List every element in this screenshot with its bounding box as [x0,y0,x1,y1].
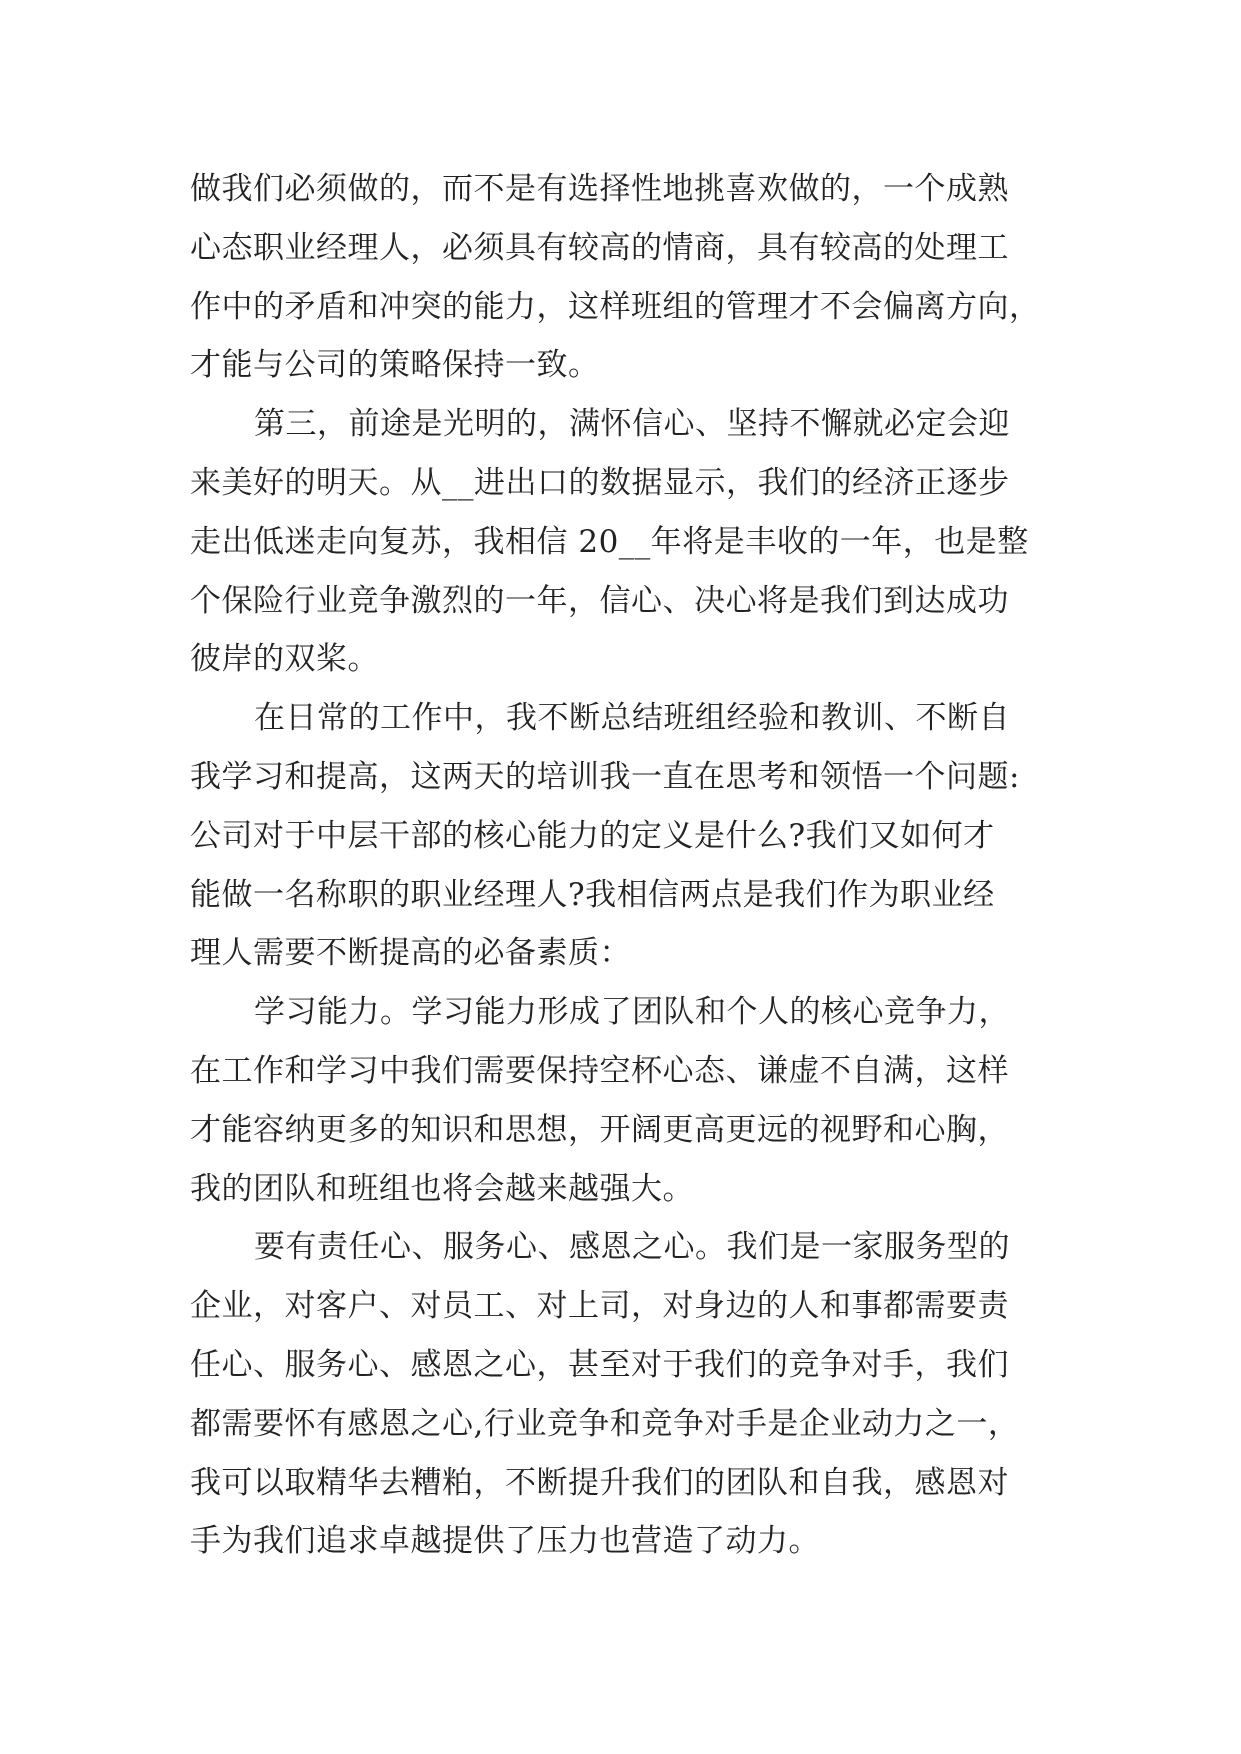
text-line: 个保险行业竞争激烈的一年，信心、决心将是我们到达成功 [190,582,1009,619]
text-line: 作中的矛盾和冲突的能力，这样班组的管理才不会偏离方向， [190,288,1041,325]
paragraph-first-line: 在日常的工作中，我不断总结班组经验和教训、不断自 [254,700,1010,737]
text-line: 理人需要不断提高的必备素质： [190,935,631,972]
text-line: 公司对于中层干部的核心能力的定义是什么?我们又如何才 [190,817,995,854]
text-line: 才能与公司的策略保持一致。 [190,347,600,384]
text-line: 彼岸的双桨。 [190,641,379,678]
text-line: 走出低迷走向复苏，我相信 20__年将是丰收的一年，也是整 [190,523,1029,560]
paragraph-first-line: 学习能力。学习能力形成了团队和个人的核心竞争力， [254,994,1010,1031]
text-line: 在工作和学习中我们需要保持空杯心态、谦虚不自满，这样 [190,1052,1009,1089]
text-line: 心态职业经理人，必须具有较高的情商，具有较高的处理工 [190,229,1009,266]
text-line: 我的团队和班组也将会越来越强大。 [190,1170,694,1207]
document-body [190,160,1090,1571]
text-line: 我可以取精华去糟粕，不断提升我们的团队和自我，感恩对 [190,1464,1009,1501]
text-line: 我学习和提高，这两天的培训我一直在思考和领悟一个问题: [190,758,1020,795]
paragraph-first-line: 第三，前途是光明的，满怀信心、坚持不懈就必定会迎 [254,406,1010,443]
text-line: 做我们必须做的，而不是有选择性地挑喜欢做的，一个成熟 [190,171,1009,207]
text-line: 企业，对客户、对员工、对上司，对身边的人和事都需要责 [190,1288,1009,1325]
text-line: 都需要怀有感恩之心,行业竞争和竞争对手是企业动力之一， [190,1405,1020,1442]
text-line: 任心、服务心、感恩之心，甚至对于我们的竞争对手，我们 [190,1346,1009,1383]
text-line: 才能容纳更多的知识和思想，开阔更高更远的视野和心胸， [190,1111,1009,1148]
text-line: 能做一名称职的职业经理人?我相信两点是我们作为职业经 [190,876,995,913]
paragraph-first-line: 要有责任心、服务心、感恩之心。我们是一家服务型的 [254,1229,1010,1266]
text-line: 手为我们追求卓越提供了压力也营造了动力。 [190,1523,820,1560]
text-line: 来美好的明天。从__进出口的数据显示，我们的经济正逐步 [190,464,1010,501]
